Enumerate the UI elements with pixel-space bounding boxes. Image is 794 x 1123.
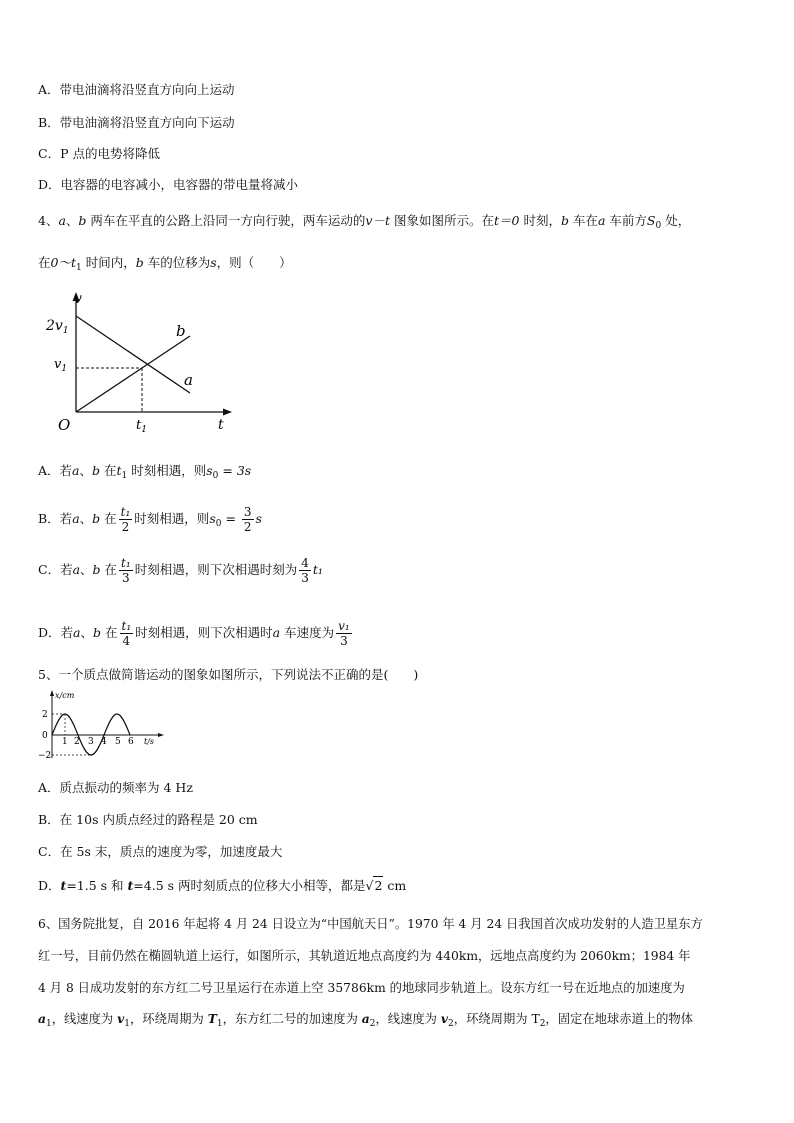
q5-xtick-3: 3 (88, 737, 94, 747)
q4-ytick-2v1: $2v_1$ (46, 318, 69, 336)
q4-option-d: D．若a、b 在 $\frac{\text{t₁}}{4}$ 时刻相遇，则下次相遇时a 车速度为 $\frac{\text{v₁}}{3}$ (38, 619, 350, 648)
q5-xtick-4: 4 (101, 737, 107, 747)
q4-t-axis-arrow (223, 409, 232, 416)
q4-option-a: A．若a、b 在$t_1$ 时刻相遇，则$s_0 = 3s$ (38, 463, 252, 481)
q4d-fraction: $\frac{\text{t₁}}{4}$ (121, 619, 132, 648)
q5-ytick-2: 2 (42, 710, 48, 720)
q6-line4: $a_1$，线速度为 $v_1$，环绕周期为 $T_1$，东方红二号的加速度为 $a_2$，线速度为 $v_2$，环绕周期为 $T_2$，固定在地球赤道上的物体 (38, 1011, 693, 1029)
q4b-fraction-2: $\frac{3}{2}$ (243, 505, 252, 534)
q4c-fraction-2: $\frac{4}{3}$ (301, 556, 309, 585)
q4b-fraction: $\frac{\text{t₁}}{2}$ (120, 505, 131, 534)
q4-v-axis-label: v (74, 291, 82, 307)
q4-t-axis-label: t (218, 417, 224, 433)
q4-label-a: a (184, 371, 193, 389)
q5-option-b: B．在 10s 内质点经过的路程是 20 cm (38, 812, 258, 827)
q5-y-axis-label: x/cm (55, 691, 75, 700)
q6-line3: 4 月 8 日成功发射的东方红二号卫星运行在赤道上空 35786km 的地球同步轨道上。设东方红一号在近地点的加速度为 (38, 981, 685, 995)
q3-option-b: B．带电油滴将沿竖直方向向下运动 (38, 115, 235, 130)
q5-stem: 5、一个质点做简谐运动的图象如图所示，下列说法不正确的是( ) (38, 667, 419, 682)
q5-xtick-6: 6 (128, 737, 134, 747)
q4-label-b: b (176, 322, 186, 340)
q5-option-c: C．在 5s 末，质点的速度为零，加速度最大 (38, 844, 283, 859)
q5-xtick-2: 2 (74, 737, 80, 747)
q6-line2: 红一号，目前仍然在椭圆轨道上运行，如图所示，其轨道近地点高度约为 440km，远地点高度约为 2060km；1984 年 (38, 949, 691, 963)
q5-sho-graph (38, 688, 170, 764)
q4-ytick-v1: $v_1$ (54, 357, 68, 374)
q5-ytick-neg2: −2 (38, 751, 52, 761)
q3-option-c: C．P 点的电势将降低 (38, 146, 160, 161)
q4-xtick-t1: $t_1$ (136, 418, 147, 435)
q4-stem-line1: 4、a、b 两车在平直的公路上沿同一方向行驶，两车运动的v－t 图象如图所示。在t＝0 时刻，b 车在a 车前方$S_0$ 处， (38, 213, 691, 231)
q5-xtick-5: 5 (115, 737, 121, 747)
q4-stem-line2: 在$0\sim t_1$ 时间内，b 车的位移为s，则（ ） (38, 255, 292, 273)
q5-option-a: A．质点振动的频率为 4 Hz (38, 780, 193, 795)
sqrt-symbol: √ 2 (365, 878, 383, 893)
q3-option-a: A．带电油滴将沿竖直方向向上运动 (38, 82, 235, 97)
q4-origin-label: O (58, 416, 71, 434)
q4-line-b (76, 336, 190, 412)
q4d-fraction-2: $\frac{\text{v₁}}{3}$ (338, 619, 350, 648)
q4-option-b: B．若a、b 在 $\frac{\text{t₁}}{2}$ 时刻相遇，则$s_0$ = $\frac{3}{2}$ s (38, 505, 262, 534)
q6-line1: 6、国务院批复，自 2016 年起将 4 月 24 日设立为“中国航天日”。1970 年 4 月 24 日我国首次成功发射的人造卫星东方 (38, 917, 703, 931)
q4-line-a (76, 316, 190, 393)
q5-x-axis-label: t/s (144, 737, 155, 746)
q5-option-d: D．t=1.5 s 和 t=4.5 s 两时刻质点的位移大小相等，都是 √ 2 cm (38, 878, 407, 893)
q5-xtick-1: 1 (62, 737, 68, 747)
q4-option-c: C．若a、b 在 $\frac{\text{t₁}}{3}$ 时刻相遇，则下次相遇时刻为 $\frac{4}{3}$ t₁ (38, 556, 323, 585)
q4c-fraction: $\frac{\text{t₁}}{3}$ (121, 556, 131, 585)
q5-ytick-0: 0 (42, 731, 48, 741)
q4-vt-graph (40, 288, 240, 438)
q3-option-d: D．电容器的电容减小，电容器的带电量将减小 (38, 177, 299, 192)
